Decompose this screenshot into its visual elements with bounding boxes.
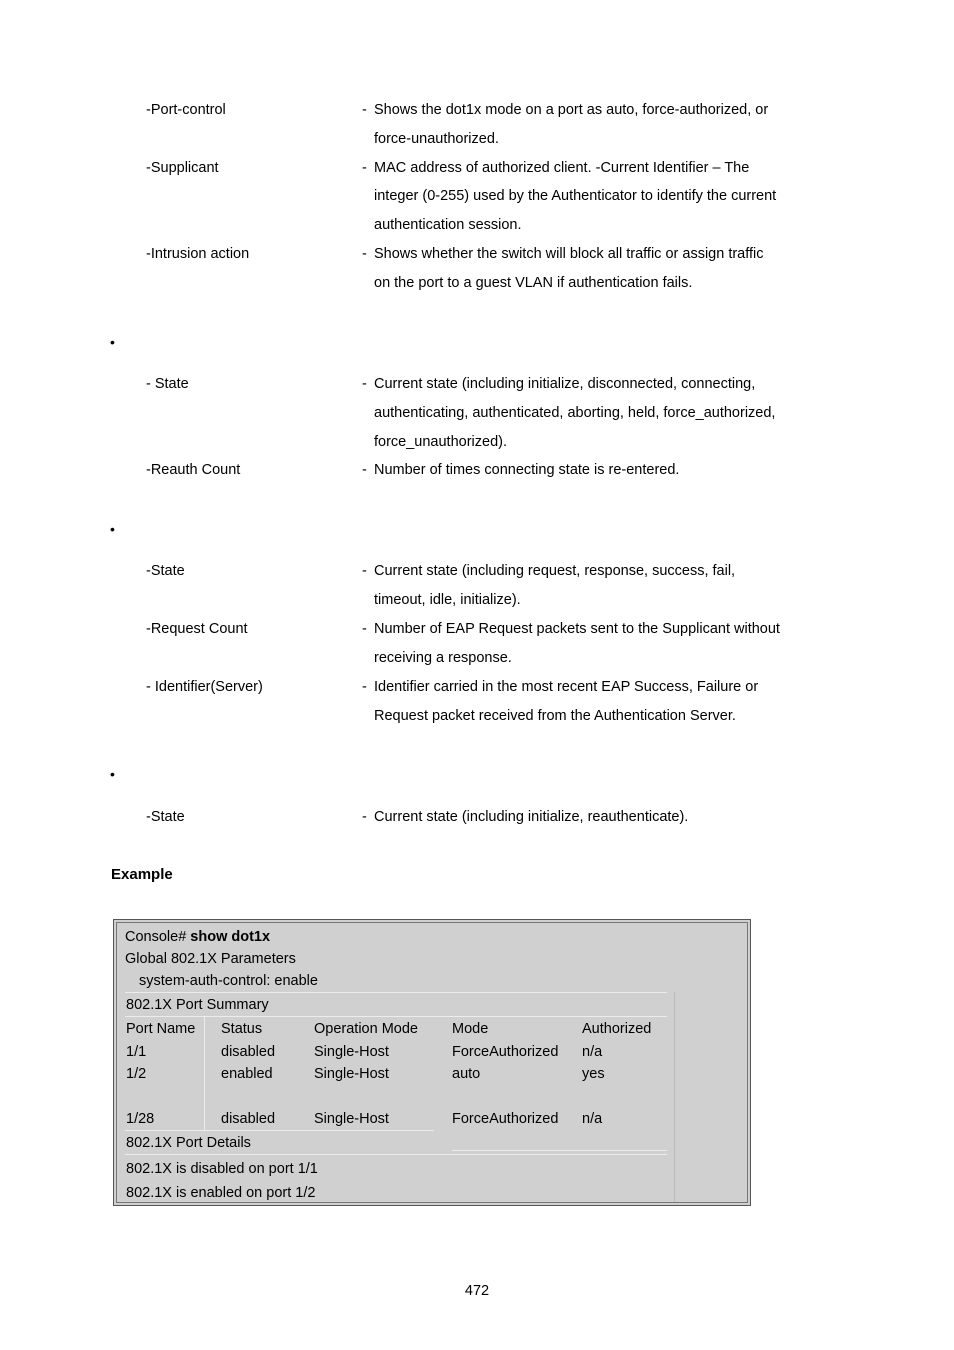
dash: - bbox=[362, 462, 367, 478]
column-header: Operation Mode bbox=[314, 1021, 418, 1037]
table-cell: 1/28 bbox=[126, 1111, 155, 1127]
console-output bbox=[113, 919, 751, 1206]
divider bbox=[204, 1016, 205, 1130]
dash: - bbox=[362, 160, 367, 176]
port-summary-title: 802.1X Port Summary bbox=[126, 997, 269, 1013]
description-line: Number of times connecting state is re-entered. bbox=[374, 462, 680, 478]
column-header: Status bbox=[221, 1021, 263, 1037]
dash: - bbox=[362, 102, 367, 118]
column-header: Port Name bbox=[126, 1021, 196, 1037]
port-details-title: 802.1X Port Details bbox=[126, 1135, 251, 1151]
description-line: authenticating, authenticated, aborting, held, force_authorized, bbox=[374, 405, 776, 421]
example-heading: Example bbox=[111, 866, 173, 883]
table-cell: disabled bbox=[221, 1111, 276, 1127]
divider bbox=[674, 992, 675, 1202]
port-detail-line: 802.1X is disabled on port 1/1 bbox=[126, 1161, 318, 1177]
term-identifier-server: - Identifier(Server) bbox=[146, 679, 263, 695]
description-line: force-unauthorized. bbox=[374, 131, 499, 147]
console-command: show dot1x bbox=[190, 929, 271, 945]
dash: - bbox=[362, 246, 367, 262]
term-port-control: -Port-control bbox=[146, 102, 226, 118]
table-cell: n/a bbox=[582, 1044, 603, 1060]
dash: - bbox=[362, 809, 367, 825]
description-line: force_unauthorized). bbox=[374, 434, 507, 450]
table-cell: enabled bbox=[221, 1066, 273, 1082]
column-header: Mode bbox=[452, 1021, 489, 1037]
bullet-marker: • bbox=[110, 766, 115, 782]
description-line: Number of EAP Request packets sent to the Supplicant without bbox=[374, 621, 780, 637]
global-parameter: system-auth-control: enable bbox=[139, 973, 318, 989]
bullet-marker: • bbox=[110, 521, 115, 537]
dash: - bbox=[362, 376, 367, 392]
bullet-marker: • bbox=[110, 334, 115, 350]
table-cell: yes bbox=[582, 1066, 605, 1082]
table-cell: 1/2 bbox=[126, 1066, 147, 1082]
console-command-line bbox=[125, 929, 270, 945]
term-intrusion-action: -Intrusion action bbox=[146, 246, 250, 262]
divider bbox=[125, 992, 667, 993]
divider bbox=[125, 1154, 667, 1155]
description-line: on the port to a guest VLAN if authentication fails. bbox=[374, 275, 693, 291]
term-reauth-count: -Reauth Count bbox=[146, 462, 241, 478]
description-line: Current state (including initialize, reauthenticate). bbox=[374, 809, 689, 825]
term-request-count: -Request Count bbox=[146, 621, 248, 637]
description-line: receiving a response. bbox=[374, 650, 512, 666]
term-state: - State bbox=[146, 376, 189, 392]
table-cell: ForceAuthorized bbox=[452, 1044, 559, 1060]
table-cell: Single-Host bbox=[314, 1111, 389, 1127]
global-parameters-title: Global 802.1X Parameters bbox=[125, 951, 296, 967]
dash: - bbox=[362, 621, 367, 637]
table-cell: Single-Host bbox=[314, 1066, 389, 1082]
description-line: Request packet received from the Authentication Server. bbox=[374, 708, 736, 724]
table-cell: n/a bbox=[582, 1111, 603, 1127]
dash: - bbox=[362, 679, 367, 695]
description-line: Shows the dot1x mode on a port as auto, force-authorized, or bbox=[374, 102, 769, 118]
description-line: Current state (including request, response, success, fail, bbox=[374, 563, 736, 579]
table-cell: 1/1 bbox=[126, 1044, 147, 1060]
description-line: MAC address of authorized client. -Current Identifier – The bbox=[374, 160, 750, 176]
table-cell: ForceAuthorized bbox=[452, 1111, 559, 1127]
divider bbox=[125, 1130, 434, 1131]
console-prompt: Console# bbox=[125, 929, 187, 945]
port-detail-line: 802.1X is enabled on port 1/2 bbox=[126, 1185, 316, 1201]
page-number: 472 bbox=[464, 1283, 490, 1299]
dash: - bbox=[362, 563, 367, 579]
description-line: Shows whether the switch will block all traffic or assign traffic bbox=[374, 246, 764, 262]
description-line: integer (0-255) used by the Authenticator to identify the current bbox=[374, 188, 777, 204]
table-cell: disabled bbox=[221, 1044, 276, 1060]
divider bbox=[452, 1150, 667, 1151]
column-header: Authorized bbox=[582, 1021, 652, 1037]
term-supplicant: -Supplicant bbox=[146, 160, 219, 176]
term-state: -State bbox=[146, 809, 185, 825]
description-line: Identifier carried in the most recent EAP Success, Failure or bbox=[374, 679, 759, 695]
description-line: Current state (including initialize, disconnected, connecting, bbox=[374, 376, 756, 392]
divider bbox=[125, 1016, 667, 1017]
description-line: timeout, idle, initialize). bbox=[374, 592, 521, 608]
table-cell: Single-Host bbox=[314, 1044, 389, 1060]
term-state: -State bbox=[146, 563, 185, 579]
table-cell: auto bbox=[452, 1066, 481, 1082]
description-line: authentication session. bbox=[374, 217, 522, 233]
